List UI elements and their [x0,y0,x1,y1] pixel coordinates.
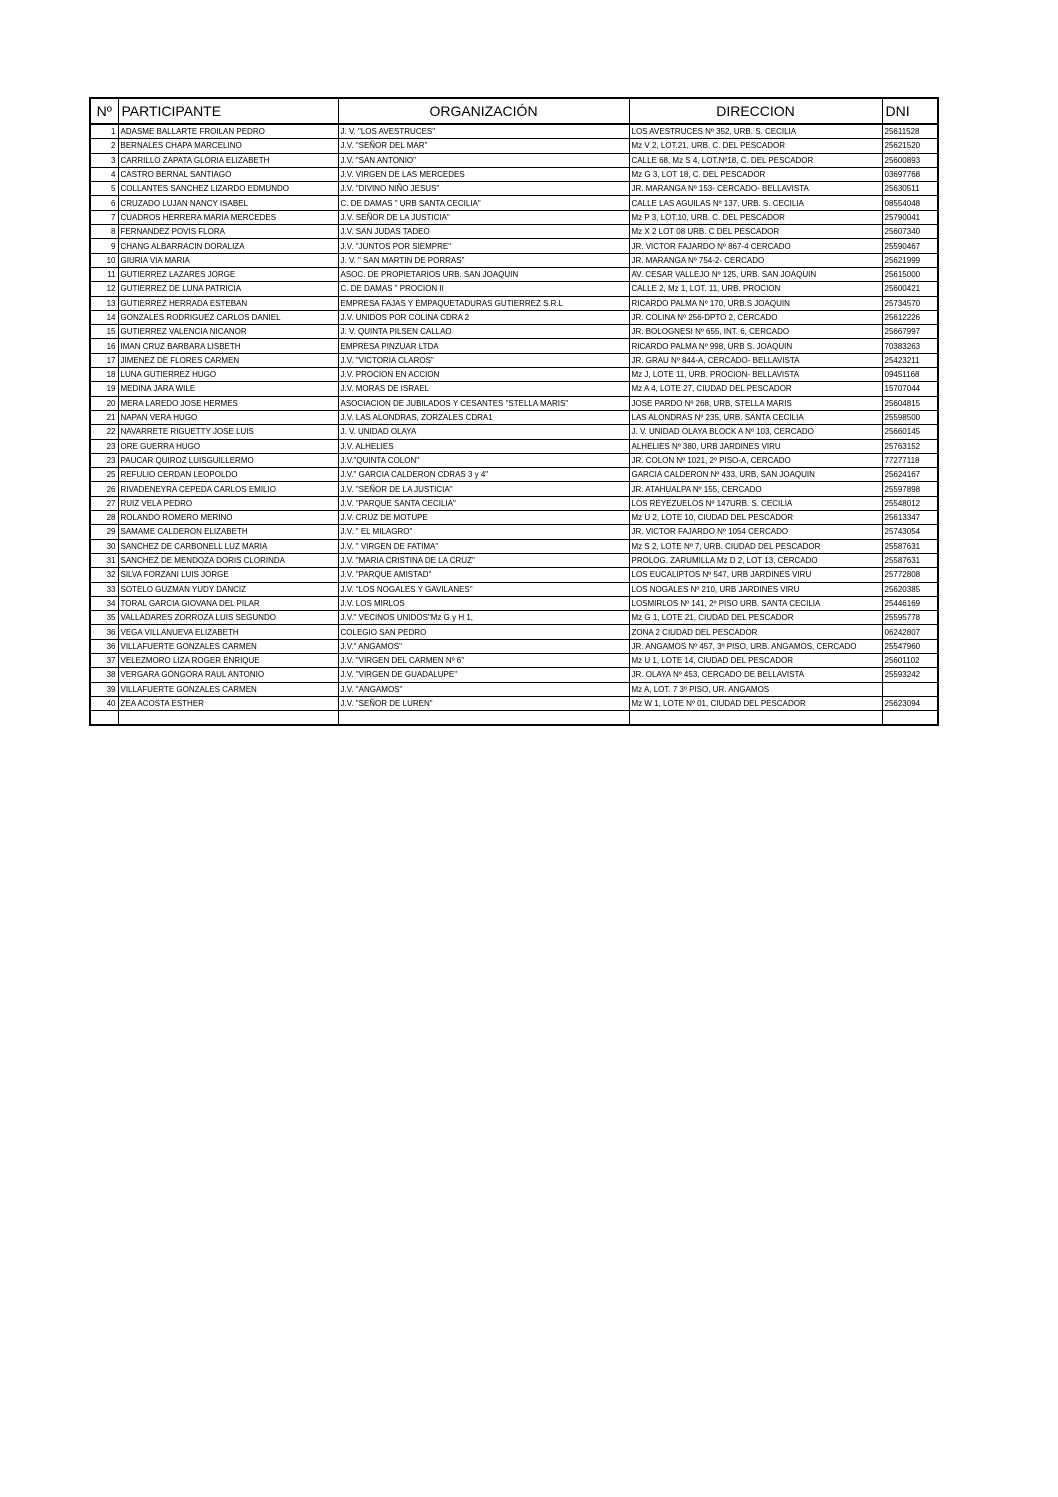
cell-participante: TORAL GARCIA GIOVANA DEL PILAR [118,596,338,610]
cell-dni: 06242807 [882,625,938,639]
cell-participante: LUNA GUTIERREZ HUGO [118,368,338,382]
cell-direccion: Mz U 2, LOTE 10, CIUDAD DEL PESCADOR [629,511,882,525]
table-row [90,196,938,210]
cell-organizacion: ASOCIACION DE JUBILADOS Y CESANTES "STELLA MARIS" [338,396,629,410]
table-row [90,696,938,710]
cell-direccion: PROLOG. ZARUMILLA Mz D 2, LOT 13, CERCADO [629,553,882,567]
cell-participante: JIMENEZ DE FLORES CARMEN [118,353,338,367]
cell-direccion: JR. BOLOGNESI Nº 655, INT. 6, CERCADO [629,325,882,339]
table-row [90,296,938,310]
cell-participante: ZEA ACOSTA ESTHER [118,696,338,710]
cell-organizacion: J.V. "VIRGEN DE GUADALUPE" [338,668,629,682]
cell-dni: 25595778 [882,611,938,625]
table-row [90,239,938,253]
cell-direccion: CALLE LAS AGUILAS Nº 137, URB. S. CECILIA [629,196,882,210]
cell-number: 2 [90,139,118,153]
cell-organizacion: J.V. "LOS NOGALES Y GAVILANES" [338,582,629,596]
cell-number [90,711,118,726]
cell-dni: 25667997 [882,325,938,339]
cell-participante: FERNANDEZ POVIS FLORA [118,225,338,239]
table-row [90,310,938,324]
cell-organizacion: J.V. "JUNTOS POR SIEMPRE" [338,239,629,253]
cell-direccion: JR. ATAHUALPA Nº 155, CERCADO [629,482,882,496]
cell-organizacion: J.V. "PARQUE SANTA CECILIA" [338,496,629,510]
cell-number: 5 [90,182,118,196]
cell-dni: 25600421 [882,282,938,296]
cell-participante: SAMAME CALDERON ELIZABETH [118,525,338,539]
table-row [90,382,938,396]
cell-dni: 25613347 [882,511,938,525]
cell-direccion: LAS ALONDRAS Nº 235, URB. SANTA CECILIA [629,410,882,424]
cell-participante: COLLANTES SANCHEZ LIZARDO EDMUNDO [118,182,338,196]
header-organizacion: ORGANIZACIÓN [338,98,629,124]
cell-direccion: Mz V 2, LOT.21, URB. C. DEL PESCADOR [629,139,882,153]
cell-participante: NAVARRETE RIGUETTY JOSE LUIS [118,425,338,439]
cell-direccion: Mz U 1, LOTE 14, CIUDAD DEL PESCADOR [629,653,882,667]
cell-dni: 25600893 [882,153,938,167]
cell-organizacion: J.V. LOS MIRLOS [338,596,629,610]
cell-organizacion: J.V. " EL MILAGRO" [338,525,629,539]
table-row [90,668,938,682]
participants-table [89,97,939,726]
cell-direccion: AV. CESAR VALLEJO Nº 125, URB. SAN JOAQUIN [629,267,882,281]
cell-organizacion: J.V. "DIVINO NIÑO JESUS" [338,182,629,196]
cell-number: 4 [90,167,118,181]
table-row [90,511,938,525]
cell-dni [882,711,938,726]
table-header-row [90,98,938,124]
cell-participante: ADASME BALLARTE FROILAN PEDRO [118,124,338,139]
table-row [90,711,938,726]
cell-direccion: JR. ANGAMOS Nº 457, 3º PISO, URB. ANGAMOS, CERCADO [629,639,882,653]
cell-number: 7 [90,210,118,224]
cell-number: 28 [90,511,118,525]
cell-number: 30 [90,539,118,553]
cell-number: 20 [90,396,118,410]
cell-participante: VERGARA GÓNGORA RAUL ANTONIO [118,668,338,682]
cell-participante: CUADROS HERRERA MARIA MERCEDES [118,210,338,224]
cell-participante: CASTRO BERNAL SANTIAGO [118,167,338,181]
cell-number: 25 [90,468,118,482]
cell-organizacion: J. V. QUINTA PILSEN CALLAO [338,325,629,339]
cell-organizacion: C. DE DAMAS " PROCION II [338,282,629,296]
table-row [90,253,938,267]
cell-number: 15 [90,325,118,339]
cell-participante: MEDINA JARA WILE [118,382,338,396]
table-row [90,639,938,653]
table-row [90,525,938,539]
cell-number: 34 [90,596,118,610]
cell-organizacion: J.V. CRUZ DE MOTUPE [338,511,629,525]
cell-dni: 25612226 [882,310,938,324]
cell-dni: 25607340 [882,225,938,239]
cell-dni: 03697768 [882,167,938,181]
cell-organizacion [338,711,629,726]
cell-participante: GUTIERREZ VALENCIA NICANOR [118,325,338,339]
cell-direccion: LOS AVESTRUCES Nº 352, URB. S. CECILIA [629,124,882,139]
cell-direccion: JR. MARANGA Nº 153- CERCADO- BELLAVISTA [629,182,882,196]
cell-direccion: J. V. UNIDAD OLAYA BLOCK A Nº 103, CERCADO [629,425,882,439]
cell-participante: SILVA FORZANI LUIS JORGE [118,568,338,582]
table-row [90,139,938,153]
cell-direccion: JR. OLAYA Nº 453, CERCADO DE BELLAVISTA [629,668,882,682]
cell-dni: 25660145 [882,425,938,439]
cell-direccion: JR. VICTOR FAJARDO Nº 1054 CERCADO [629,525,882,539]
cell-direccion [629,711,882,726]
header-direccion: DIRECCION [629,98,882,124]
cell-number: 14 [90,310,118,324]
cell-dni [882,682,938,696]
cell-direccion: LOS EUCALIPTOS Nº 547, URB JARDINES VIRU [629,568,882,582]
cell-number: 1 [90,124,118,139]
cell-participante: VEGA VILLANUEVA ELIZABETH [118,625,338,639]
cell-participante: CARRILLO ZAPATA GLORIA ELIZABETH [118,153,338,167]
cell-dni: 25598500 [882,410,938,424]
cell-participante: VELEZMORO LIZA ROGER ENRIQUE [118,653,338,667]
cell-dni: 25734570 [882,296,938,310]
cell-direccion: Mz G 3, LOT 18, C. DEL PESCADOR [629,167,882,181]
cell-number: 31 [90,553,118,567]
cell-number: 26 [90,482,118,496]
cell-participante: PAUCAR QUIROZ LUISGUILLERMO [118,453,338,467]
cell-dni: 25587631 [882,539,938,553]
cell-participante: ORE GUERRA HUGO [118,439,338,453]
cell-direccion: JR. COLINA Nº 256-DPTO 2, CERCADO [629,310,882,324]
cell-number: 16 [90,339,118,353]
cell-participante: RIVADENEYRA CEPEDA CARLOS EMILIO [118,482,338,496]
table-row [90,582,938,596]
cell-dni: 25446169 [882,596,938,610]
cell-participante: GUTIERREZ HERRADA ESTEBAN [118,296,338,310]
cell-participante: IMAN CRUZ BARBARA LISBETH [118,339,338,353]
cell-number: 29 [90,525,118,539]
cell-dni: 25630511 [882,182,938,196]
header-participante: PARTICIPANTE [118,98,338,124]
cell-participante: CRUZADO LUJAN NANCY ISABEL [118,196,338,210]
cell-organizacion: J.V. "SEÑOR DE LUREN" [338,696,629,710]
cell-organizacion: J.V. MORAS DE ISRAEL [338,382,629,396]
cell-dni: 25587631 [882,553,938,567]
cell-number: 13 [90,296,118,310]
table-row [90,410,938,424]
cell-number: 3 [90,153,118,167]
cell-direccion: Mz X 2 LOT 08 URB. C DEL PESCADOR [629,225,882,239]
cell-direccion: Mz A, LOT. 7 3º PISO, UR. ANGAMOS [629,682,882,696]
cell-dni: 25743054 [882,525,938,539]
cell-organizacion: J.V." GARCIA CALDERON CDRAS 3 y 4" [338,468,629,482]
cell-organizacion: J. V. UNIDAD OLAYA [338,425,629,439]
cell-number: 39 [90,682,118,696]
cell-dni: 25624167 [882,468,938,482]
table-row [90,682,938,696]
cell-organizacion: J.V. LAS ALONDRAS, ZORZALES CDRA1 [338,410,629,424]
cell-participante: BERNALES CHAPA MARCELINO [118,139,338,153]
cell-participante: CHANG ALBARRACIN DORALIZA [118,239,338,253]
cell-number: 27 [90,496,118,510]
cell-organizacion: COLEGIO SAN PEDRO [338,625,629,639]
table-row [90,368,938,382]
cell-number: 36 [90,639,118,653]
cell-dni: 25621999 [882,253,938,267]
table-row [90,553,938,567]
table-row [90,611,938,625]
cell-participante: MERA LAREDO JOSE HERMES [118,396,338,410]
cell-organizacion: J.V. "MARIA CRISTINA DE LA CRUZ" [338,553,629,567]
cell-organizacion: J.V." ANGAMOS" [338,639,629,653]
cell-direccion: ZONA 2 CIUDAD DEL PESCADOR [629,625,882,639]
cell-direccion: JR. MARANGA Nº 754-2- CERCADO [629,253,882,267]
cell-organizacion: J.V. "SEÑOR DEL MAR" [338,139,629,153]
cell-organizacion: J. V. " SAN MARTIN DE PORRAS" [338,253,629,267]
cell-dni: 25623094 [882,696,938,710]
cell-participante: SANCHEZ DE MENDOZA DORIS CLORINDA [118,553,338,567]
table-row [90,153,938,167]
cell-number: 17 [90,353,118,367]
cell-dni: 25615000 [882,267,938,281]
cell-organizacion: J.V. SAN JUDAS TADEO [338,225,629,239]
cell-direccion: RICARDO PALMA Nº 998, URB S. JOAQUIN [629,339,882,353]
cell-participante: GONZALES RODRIGUEZ CARLOS DANIEL [118,310,338,324]
table-row [90,625,938,639]
table-row [90,539,938,553]
cell-direccion: ALHELIES Nº 380, URB JARDINES VIRU [629,439,882,453]
table-row [90,282,938,296]
cell-organizacion: J.V. "ANGAMOS" [338,682,629,696]
cell-participante: SOTELO GUZMAN YUDY DANCIZ [118,582,338,596]
cell-direccion: JR. GRAU Nº 844-A, CERCADO- BELLAVISTA [629,353,882,367]
cell-direccion: LOSMIRLOS Nº 141, 2º PISO URB. SANTA CECILIA [629,596,882,610]
cell-dni: 08554048 [882,196,938,210]
cell-number: 22 [90,425,118,439]
table-row [90,482,938,496]
cell-direccion: Mz P 3, LOT.10, URB. C. DEL PESCADOR [629,210,882,224]
table-row [90,468,938,482]
cell-dni: 25621520 [882,139,938,153]
cell-participante: RUIZ VELA PEDRO [118,496,338,510]
cell-number: 9 [90,239,118,253]
cell-organizacion: J.V. UNIDOS POR COLINA CDRA 2 [338,310,629,324]
cell-number: 6 [90,196,118,210]
cell-number: 21 [90,410,118,424]
cell-number: 37 [90,653,118,667]
cell-dni: 25597898 [882,482,938,496]
cell-organizacion: J. V. "LOS AVESTRUCES" [338,124,629,139]
cell-dni: 09451168 [882,368,938,382]
table-row [90,167,938,181]
cell-number: 33 [90,582,118,596]
cell-dni: 15707044 [882,382,938,396]
table-row [90,596,938,610]
cell-organizacion: J.V. VIRGEN DE LAS MERCEDES [338,167,629,181]
cell-participante: VILLAFUERTE GONZALES CARMEN [118,639,338,653]
cell-direccion: RICARDO PALMA Nº 170, URB.S JOAQUIN [629,296,882,310]
table-row [90,210,938,224]
cell-organizacion: J.V." VECINOS UNIDOS"Mz G y H 1, [338,611,629,625]
cell-participante: GIURIA VIA MARIA [118,253,338,267]
cell-number: 11 [90,267,118,281]
cell-direccion: Mz A 4, LOTE 27, CIUDAD DEL PESCADOR [629,382,882,396]
cell-dni: 25548012 [882,496,938,510]
table-row [90,653,938,667]
cell-organizacion: J.V."QUINTA COLON" [338,453,629,467]
cell-number: 35 [90,611,118,625]
cell-number: 36 [90,625,118,639]
cell-dni: 77277118 [882,453,938,467]
cell-organizacion: J.V. " VIRGEN DE FATIMA" [338,539,629,553]
cell-dni: 25590467 [882,239,938,253]
cell-dni: 70383263 [882,339,938,353]
cell-number: 19 [90,382,118,396]
header-dni: DNI [882,98,938,124]
cell-direccion: LOS REYEZUELOS Nº 147URB. S. CECILIA [629,496,882,510]
table-row [90,439,938,453]
table-row [90,124,938,139]
cell-dni: 25772808 [882,568,938,582]
cell-dni: 25593242 [882,668,938,682]
cell-dni: 25790041 [882,210,938,224]
cell-organizacion: C. DE DAMAS " URB SANTA CECILIA" [338,196,629,210]
cell-direccion: Mz J, LOTE 11, URB. PROCION- BELLAVISTA [629,368,882,382]
cell-number: 32 [90,568,118,582]
cell-direccion: Mz S 2, LOTE Nº 7, URB. CIUDAD DEL PESCADOR [629,539,882,553]
cell-organizacion: J.V. "VICTORIA CLAROS" [338,353,629,367]
table-row [90,568,938,582]
table-row [90,425,938,439]
cell-number: 8 [90,225,118,239]
table-row [90,225,938,239]
cell-direccion: CALLE 2, Mz 1, LOT. 11, URB. PROCION [629,282,882,296]
cell-direccion: Mz G 1, LOTE 21, CIUDAD DEL PESCADOR [629,611,882,625]
cell-direccion: LOS NOGALES Nº 210, URB JARDINES VIRU [629,582,882,596]
cell-number: 38 [90,668,118,682]
cell-participante: GUTIERREZ DE LUNA PATRICIA [118,282,338,296]
cell-number: 18 [90,368,118,382]
table-row [90,325,938,339]
cell-participante: REFULIO CERDAN LEOPOLDO [118,468,338,482]
cell-participante: GUTIERREZ LAZARES JORGE [118,267,338,281]
cell-participante [118,711,338,726]
table-body [90,124,938,725]
table-row [90,396,938,410]
cell-participante: NAPAN VERA HUGO [118,410,338,424]
cell-dni: 25547960 [882,639,938,653]
cell-dni: 25763152 [882,439,938,453]
cell-dni: 25423211 [882,353,938,367]
table-row [90,353,938,367]
cell-number: 23 [90,439,118,453]
table-row [90,182,938,196]
cell-participante: VILLAFUERTE GONZALES CARMEN [118,682,338,696]
cell-organizacion: J.V. "PARQUE AMISTAD" [338,568,629,582]
cell-number: 10 [90,253,118,267]
cell-direccion: JR. COLON Nº 1021, 2º PISO-A, CERCADO [629,453,882,467]
cell-number: 23 [90,453,118,467]
cell-participante: VALLADARES ZORROZA LUIS SEGUNDO [118,611,338,625]
cell-direccion: GARCIA CALDERON Nº 433, URB, SAN JOAQUIN [629,468,882,482]
cell-organizacion: J.V. SEÑOR DE LA JUSTICIA" [338,210,629,224]
cell-organizacion: J.V. "SEÑOR DE LA JUSTICIA" [338,482,629,496]
cell-dni: 25604815 [882,396,938,410]
table-row [90,339,938,353]
cell-organizacion: J.V. "VIRGEN DEL CARMEN Nº 6" [338,653,629,667]
cell-dni: 25601102 [882,653,938,667]
cell-organizacion: J.V. PROCION EN ACCION [338,368,629,382]
cell-number: 40 [90,696,118,710]
cell-participante: ROLANDO ROMERO MERINO [118,511,338,525]
cell-number: 12 [90,282,118,296]
cell-organizacion: EMPRESA FAJAS Y EMPAQUETADURAS GUTIERREZ S.R.L [338,296,629,310]
cell-direccion: JR. VICTOR FAJARDO Nº 867-4 CERCADO [629,239,882,253]
cell-organizacion: ASOC. DE PROPIETARIOS URB. SAN JOAQUIN [338,267,629,281]
cell-dni: 25620385 [882,582,938,596]
cell-organizacion: J.V. ALHELIES [338,439,629,453]
table-row [90,453,938,467]
cell-direccion: CALLE 68, Mz S 4, LOT.Nº18, C. DEL PESCADOR [629,153,882,167]
header-number: Nº [90,98,118,124]
cell-organizacion: EMPRESA PINZUAR LTDA [338,339,629,353]
table-row [90,267,938,281]
cell-dni: 25611528 [882,124,938,139]
cell-participante: SANCHEZ DE CARBONELL LUZ MARIA [118,539,338,553]
table-row [90,496,938,510]
cell-organizacion: J.V. "SAN ANTONIO" [338,153,629,167]
cell-direccion: Mz W 1, LOTE Nº 01, CIUDAD DEL PESCADOR [629,696,882,710]
cell-direccion: JOSE PARDO Nº 268, URB, STELLA MARIS [629,396,882,410]
